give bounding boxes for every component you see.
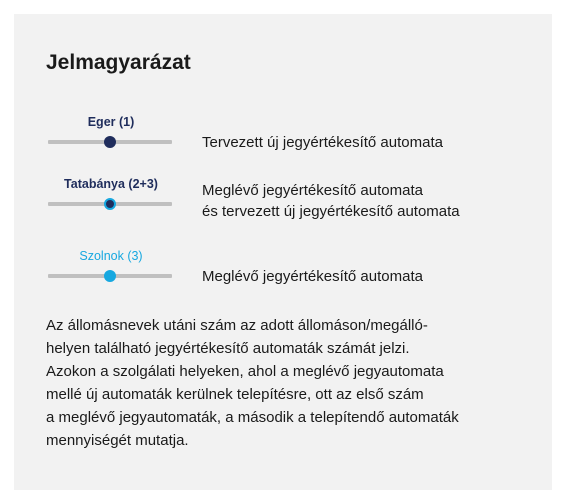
note-line: Az állomásnevek utáni szám az adott állomáson/megálló- xyxy=(46,317,428,334)
station-label-tatabanya: Tatabánya (2+3) xyxy=(64,177,158,191)
legend-description xyxy=(202,180,460,222)
legend-item-existing xyxy=(46,246,516,292)
note-line: a meglévő jegyautomaták, a második a telepítendő automaták xyxy=(46,409,459,426)
legend-item-existing-and-planned xyxy=(46,174,516,230)
existing-and-planned-machine-dot-icon xyxy=(104,198,116,210)
legend-item-planned xyxy=(46,112,516,158)
existing-machine-symbol xyxy=(46,246,176,292)
note-line: mennyiségét mutatja. xyxy=(46,432,189,449)
note-line: helyen található jegyértékesítő automaták számát jelzi. xyxy=(46,340,410,357)
planned-machine-symbol xyxy=(46,112,176,158)
description-line: Meglévő jegyértékesítő automata xyxy=(202,268,423,285)
legend-title: Jelmagyarázat xyxy=(46,51,191,74)
planned-machine-dot-icon xyxy=(104,136,116,148)
description-line: Meglévő jegyértékesítő automata xyxy=(202,182,423,199)
description-line: Tervezett új jegyértékesítő automata xyxy=(202,134,443,151)
note-line: mellé új automaták kerülnek telepítésre, ott az első szám xyxy=(46,386,424,403)
existing-machine-dot-icon xyxy=(104,270,116,282)
description-line: és tervezett új jegyértékesítő automata xyxy=(202,203,460,220)
legend-note xyxy=(46,314,546,452)
existing-and-planned-machine-symbol xyxy=(46,174,176,220)
note-line: Azokon a szolgálati helyeken, ahol a meglévő jegyautomata xyxy=(46,363,444,380)
station-label-eger: Eger (1) xyxy=(87,115,135,129)
legend-description xyxy=(202,132,443,153)
legend-description xyxy=(202,266,423,287)
legend-panel xyxy=(14,14,552,490)
station-label-szolnok: Szolnok (3) xyxy=(79,249,143,263)
